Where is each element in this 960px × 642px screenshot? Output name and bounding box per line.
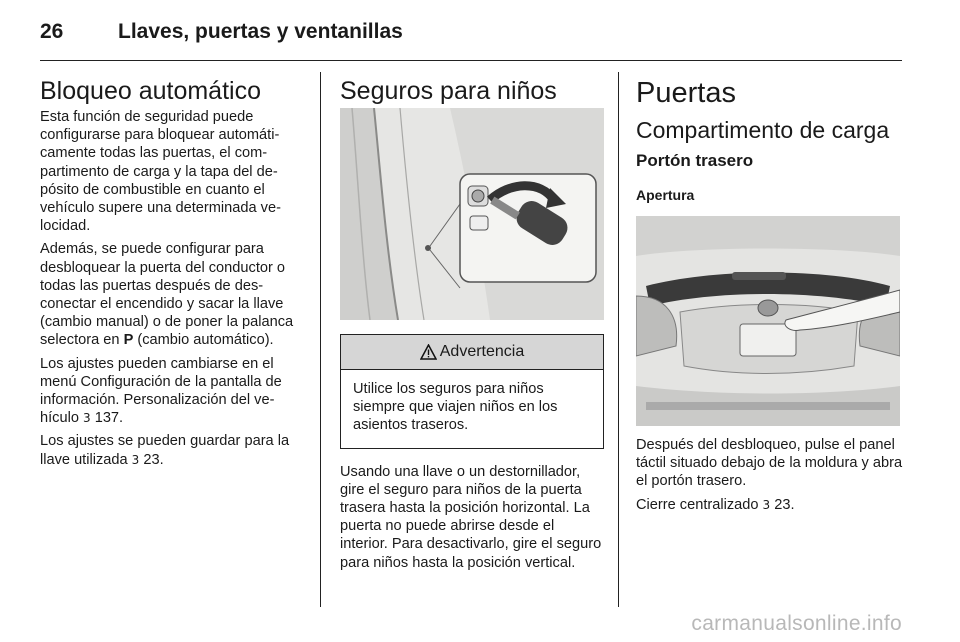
heading-tailgate: Portón trasero bbox=[636, 151, 754, 170]
child-lock-image bbox=[340, 108, 604, 320]
tailgate-image bbox=[636, 216, 900, 426]
column-child-locks bbox=[340, 76, 604, 577]
gear-position-p: P bbox=[123, 332, 134, 349]
warning-title: Advertencia bbox=[439, 343, 525, 360]
running-header-title: Llaves, puertas y ventanillas bbox=[118, 20, 403, 43]
child-lock-illustration bbox=[340, 108, 604, 320]
paragraph-auto-lock-4 bbox=[40, 432, 308, 468]
page-reference-icon: 3 bbox=[762, 497, 771, 512]
heading-auto-lock: Bloqueo automático bbox=[40, 77, 261, 105]
text-span: Los ajustes pueden cambiarse en el menú Configuración de la pantalla de información. Personalización del vehículo bbox=[40, 355, 282, 427]
tailgate-illustration bbox=[636, 216, 900, 426]
text-span: (cambio automático). bbox=[133, 332, 274, 349]
page-reference-link[interactable]: 137. bbox=[94, 410, 124, 427]
text-span: Los ajustes se pueden guardar para la llave utilizada bbox=[40, 433, 290, 468]
page-reference-link[interactable]: 23. bbox=[143, 451, 164, 468]
warning-header bbox=[341, 335, 603, 370]
warning-text: Utilice los seguros para niños siempre que viajen niños en los asientos traseros. bbox=[353, 381, 558, 434]
page-reference-link[interactable]: 23. bbox=[774, 496, 795, 513]
text-span: Además, se puede configurar para desbloquear la puerta del conductor o todas las puertas después de desconectar el encendido y sacar la llave (cambio manual) o de poner la palanca selectora en bbox=[40, 241, 294, 349]
paragraph-child-locks: Usando una llave o un destornillador, gire el seguro para niños de la puerta trasera hasta la posición horizontal. La puerta no puede abrirse desde el interior. Para desactivarlo, gire el seguro para niños hasta la posición vertical. bbox=[340, 463, 602, 571]
heading-child-locks: Seguros para niños bbox=[340, 77, 557, 105]
warning-body bbox=[341, 370, 603, 448]
column-doors bbox=[636, 76, 904, 519]
paragraph-tailgate-opening: Después del desbloqueo, pulse el panel táctil situado debajo de la moldura y abra el portón trasero. bbox=[636, 437, 903, 490]
warning-triangle-icon bbox=[420, 344, 437, 360]
warning-box bbox=[340, 334, 604, 449]
page-reference-icon: 3 bbox=[131, 452, 140, 467]
heading-doors: Puertas bbox=[636, 77, 736, 109]
paragraph-auto-lock-1: Esta función de seguridad puede configurarse para bloquear automáticamente todas las puertas, el compartimento de carga y la tapa del depósito de combustible en cuanto el vehículo supere una determinada velocidad. bbox=[40, 109, 281, 235]
heading-cargo-compartment: Compartimento de carga bbox=[636, 117, 890, 143]
text-span: Cierre centralizado bbox=[636, 496, 763, 513]
paragraph-central-locking bbox=[636, 496, 904, 514]
column-divider-1 bbox=[320, 72, 321, 607]
paragraph-auto-lock-3 bbox=[40, 355, 308, 428]
page-number: 26 bbox=[40, 20, 64, 43]
heading-opening: Apertura bbox=[636, 187, 695, 203]
watermark: carmanualsonline.info bbox=[691, 612, 902, 635]
column-auto-lock bbox=[40, 76, 308, 474]
paragraph-auto-lock-2 bbox=[40, 240, 308, 349]
column-divider-2 bbox=[618, 72, 619, 607]
page-reference-icon: 3 bbox=[83, 411, 91, 426]
header-rule bbox=[40, 60, 902, 61]
